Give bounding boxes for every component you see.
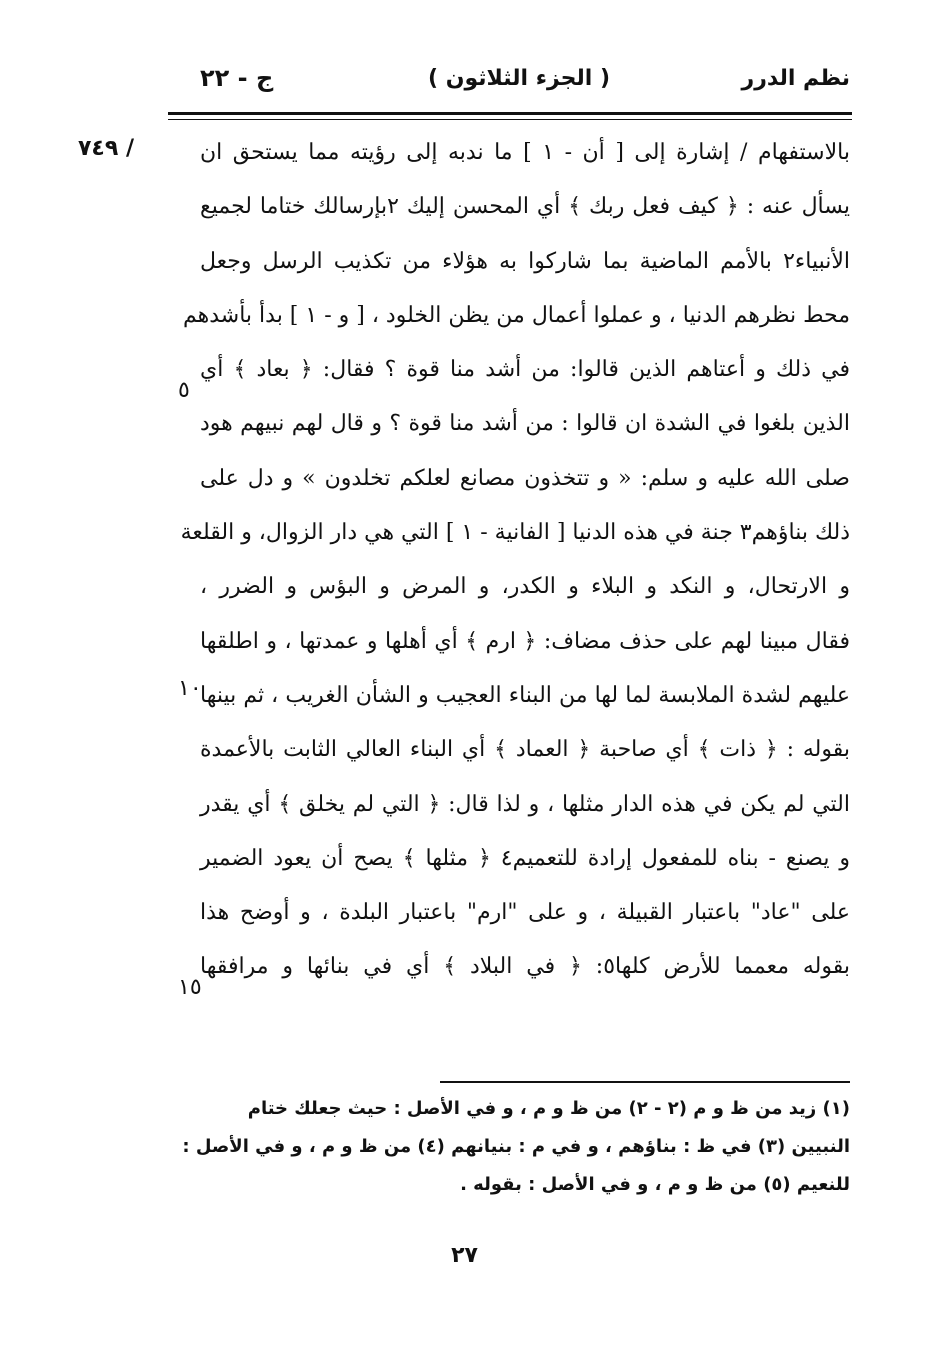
text-line: عليهم لشدة الملابسة لما لها من البناء العجيب و الشأن الغريب ، ثم بينها — [200, 682, 850, 708]
text-line: على "عاد" باعتبار القبيلة ، و على "ارم" باعتبار البلدة ، و أوضح هذا — [200, 900, 850, 926]
text-line: التي لم يكن في هذه الدار مثلها ، و لذا قال: ﴿ التي لم يخلق ﴾ أي يقدر — [200, 791, 850, 817]
text-line: بقوله : ﴿ ذات ﴾ أي صاحبة ﴿ العماد ﴾ أي البناء العالي الثابت بالأعمدة — [200, 737, 850, 763]
text-line: فقال مبينا لهم على حذف مضاف: ﴿ ارم ﴾ أي أهلها و عمدتها ، و اطلقها — [200, 628, 850, 654]
footnotes — [182, 1090, 850, 1204]
running-header — [170, 58, 850, 108]
text-line: محط نظرهم الدنيا ، و عملوا أعمال من يظن الخلود ، [ و - ١ ] بدأ بأشدهم — [182, 302, 850, 328]
text-line: الذين بلغوا في الشدة ان قالوا : من أشد منا قوة ؟ و قال لهم نبيهم هود — [200, 411, 850, 437]
text-line: و يصنع - بناه للمفعول إرادة للتعميم٤ ﴿ مثلها ﴾ يصح أن يعود الضمير — [200, 845, 850, 871]
text-line: في ذلك و أعتاهم الذين قالوا: من أشد منا قوة ؟ فقال: ﴿ بعاد ﴾ أي — [200, 357, 850, 383]
footnote-rule — [440, 1081, 850, 1083]
line-number-5: ٥ — [178, 378, 190, 403]
volume-label: ج - ٢٢ — [200, 64, 274, 92]
text-line: بقوله معمما للأرض كلها٥: ﴿ في البلاد ﴾ أي في بنائها و مرافقها — [200, 954, 850, 980]
line-number-10: ١٠ — [178, 676, 202, 701]
book-title: نظم الدرر — [741, 66, 850, 91]
part-label: ( الجزء الثلاثون ) — [428, 66, 610, 91]
footnote-line: للنعيم (٥) من ظ و م ، و في الأصل : بقوله . — [460, 1174, 850, 1195]
text-line: و الارتحال، و النكد و البلاء و الكدر، و المرض و البؤس و الضرر ، — [200, 574, 850, 600]
header-rule-thick — [168, 112, 852, 115]
line-number-15: ١٥ — [178, 975, 202, 1000]
text-line: ذلك بناؤهم٣ جنة في هذه الدنيا [ الفانية - ١ ] التي هي دار الزوال، و القلعة — [180, 520, 850, 546]
text-line: يسأل عنه : ﴿ كيف فعل ربك ﴾ أي المحسن إليك ٢بإرسالك ختاما لجميع — [200, 194, 851, 220]
text-line: الأنبياء٢ بالأمم الماضية بما شاركوا به هؤلاء من تكذيب الرسل وجعل — [200, 248, 850, 274]
footnote-line: (١) زيد من ظ و م (٢ - ٢) من ظ و م ، و في الأصل : حيث جعلك ختام — [247, 1098, 850, 1119]
text-line: بالاستفهام / إشارة إلى [ أن - ١ ] ما ندبه إلى رؤيته مما يستحق ان — [200, 140, 850, 165]
page-number: ٢٧ — [451, 1243, 478, 1268]
header-rule-thin — [168, 119, 852, 120]
manuscript-page-ref: / ٧٤٩ — [78, 136, 134, 161]
text-line: صلى الله عليه و سلم: « و تتخذون مصانع لعلكم تخلدون » و دل على — [200, 465, 850, 491]
footnote-line: النبيين (٣) في ظ : بناؤهم ، و في م : بنيانهم (٤) من ظ و م ، و في الأصل : — [182, 1136, 850, 1157]
